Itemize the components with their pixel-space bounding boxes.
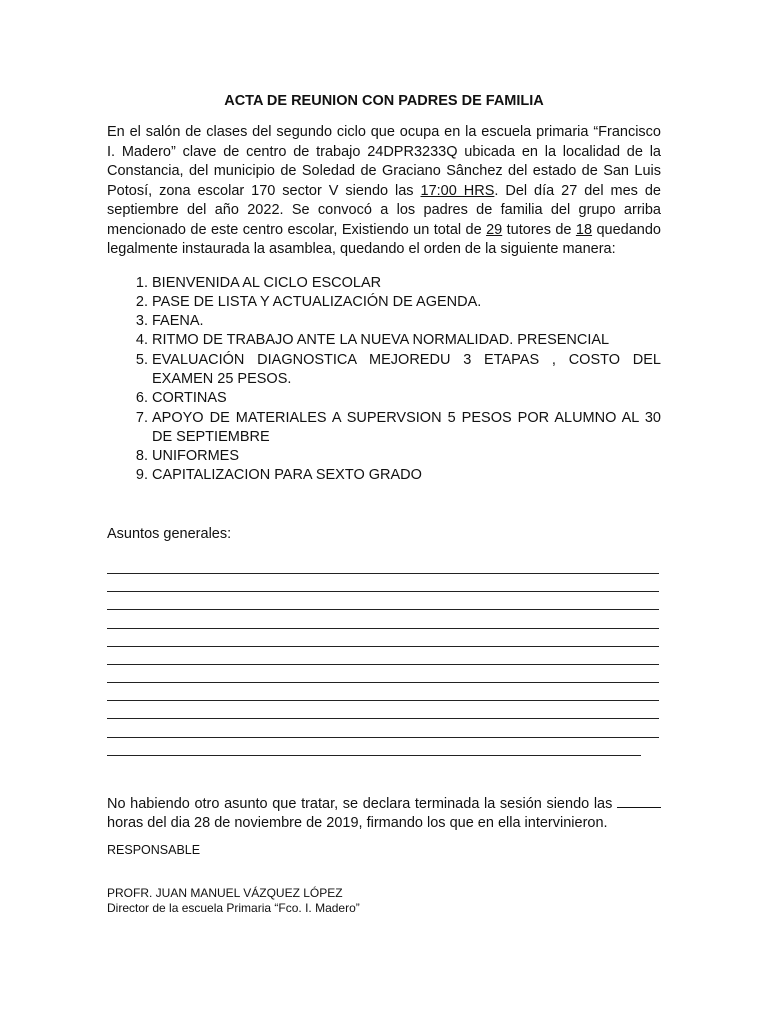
intro-text-2: . Del día 27 del mes de septiembre del año 2022. Se convocó a los padres de familia del grupo arriba mencionado de este centro escolar, Existiendo un total de xyxy=(107,182,661,238)
blank-line xyxy=(107,609,659,628)
asuntos-blank-lines xyxy=(107,555,661,756)
blank-line xyxy=(107,555,659,574)
blank-line xyxy=(107,664,659,683)
total-tutors: 29 xyxy=(486,221,503,238)
agenda-item: 3. FAENA. xyxy=(152,312,661,331)
blank-line xyxy=(107,718,659,737)
signature-block xyxy=(107,886,661,916)
agenda-list xyxy=(107,274,661,486)
signer-name: PROFR. JUAN MANUEL VÁZQUEZ LÓPEZ xyxy=(107,885,343,900)
document-page xyxy=(107,92,661,916)
hour-blank xyxy=(617,795,661,808)
intro-text-3: tutores de xyxy=(502,221,576,238)
blank-line xyxy=(107,737,641,756)
closing-text-2: horas del dia 28 de noviembre de 2019, firmando los que en ella intervinieron. xyxy=(107,815,608,832)
agenda-item: 6. CORTINAS xyxy=(152,389,661,408)
blank-line xyxy=(107,646,659,665)
closing-text-1: No habiendo otro asunto que tratar, se declara terminada la sesión siendo las xyxy=(107,795,617,812)
agenda-item: 5. EVALUACIÓN DIAGNOSTICA MEJOREDU 3 ETAPAS , COSTO DEL EXAMEN 25 PESOS. xyxy=(152,351,661,390)
blank-line xyxy=(107,682,659,701)
asuntos-generales-label: Asuntos generales: xyxy=(107,525,232,542)
intro-paragraph xyxy=(107,123,661,260)
blank-line xyxy=(107,573,659,592)
present-tutors: 18 xyxy=(575,221,593,238)
agenda-item: 4. RITMO DE TRABAJO ANTE LA NUEVA NORMALIDAD. PRESENCIAL xyxy=(152,331,661,350)
signer-role: Director de la escuela Primaria “Fco. I. Madero” xyxy=(107,900,360,915)
blank-line xyxy=(107,591,659,610)
document-title: ACTA DE REUNION CON PADRES DE FAMILIA xyxy=(224,93,544,109)
intro-text-1: En el salón de clases del segundo ciclo que ocupa en la escuela primaria “Francisco I. Madero” clave de centro de trabajo 24DPR3233Q ubicada en la localidad de la Constancia, del municipio de Soledad de Graciano Sânchez del estado de San Luis Potosí, zona escolar 170 sector V siendo las xyxy=(107,124,661,199)
agenda-item: 9. CAPITALIZACION PARA SEXTO GRADO xyxy=(152,466,661,485)
agenda-item: 1. BIENVENIDA AL CICLO ESCOLAR xyxy=(152,274,661,293)
closing-paragraph xyxy=(107,795,661,834)
blank-line xyxy=(107,628,659,647)
agenda-item: 2. PASE DE LISTA Y ACTUALIZACIÓN DE AGENDA. xyxy=(152,293,661,312)
agenda-item: 8. UNIFORMES xyxy=(152,447,661,466)
intro-text-4: quedando legalmente instaurada la asamblea, quedando el orden de la siguiente manera: xyxy=(107,221,661,257)
agenda-item: 7. APOYO DE MATERIALES A SUPERVSION 5 PESOS POR ALUMNO AL 30 DE SEPTIEMBRE xyxy=(152,409,661,448)
responsable-label: RESPONSABLE xyxy=(107,842,201,857)
blank-line xyxy=(107,700,659,719)
meeting-time: 17:00 HRS xyxy=(420,182,495,199)
